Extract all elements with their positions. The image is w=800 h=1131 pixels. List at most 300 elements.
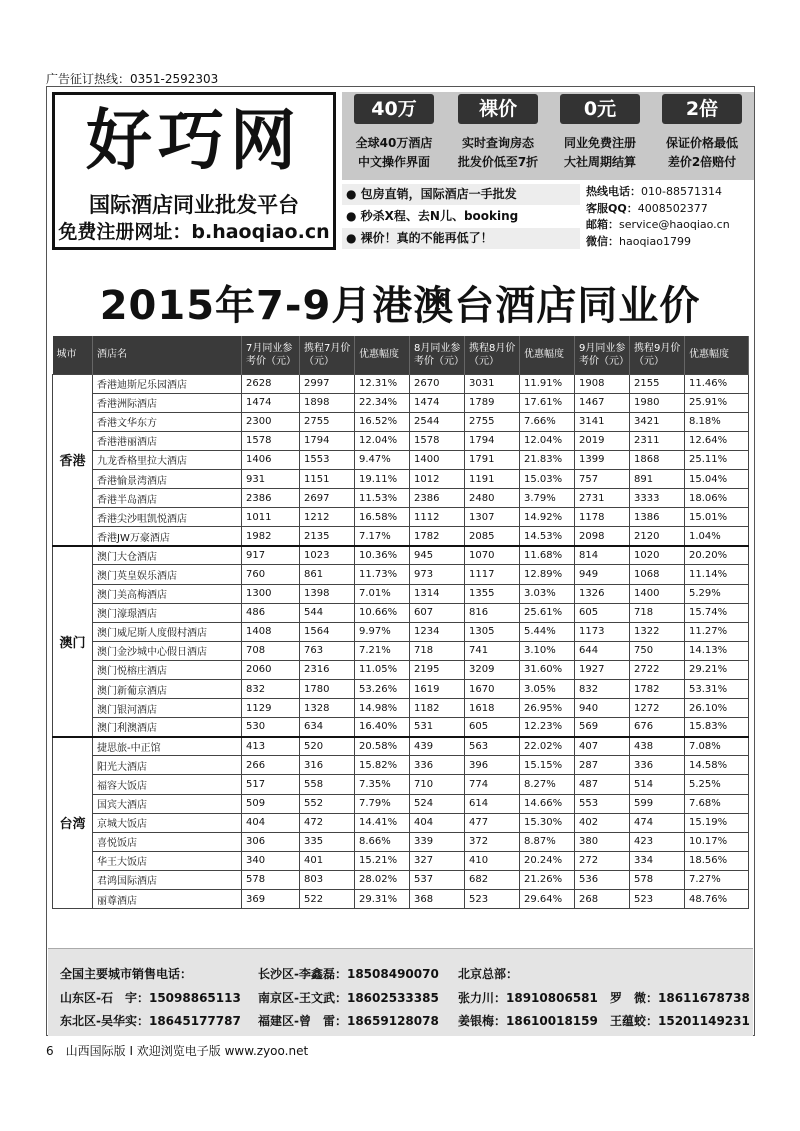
price-cell: 940 [575,699,630,718]
price-cell: 31.60% [520,660,575,679]
city-cell: 澳门 [53,546,93,737]
price-cell: 15.82% [355,756,410,775]
price-cell: 29.64% [520,890,575,909]
price-cell: 26.10% [685,699,749,718]
price-cell: 48.76% [685,890,749,909]
price-cell: 15.03% [520,469,575,488]
price-cell: 1129 [242,699,300,718]
price-cell: 20.20% [685,546,749,565]
contact-block [586,184,754,250]
table-row [53,775,749,794]
hotel-name-cell: 丽尊酒店 [93,890,242,909]
city-cell: 台湾 [53,737,93,909]
price-cell: 1789 [465,393,520,412]
table-row [53,794,749,813]
hotel-name-cell: 澳门悦榕庄酒店 [93,660,242,679]
price-cell: 15.15% [520,756,575,775]
price-cell: 380 [575,832,630,851]
price-cell: 2722 [630,660,685,679]
price-cell: 7.08% [685,737,749,756]
hotel-name-cell: 澳门新葡京酒店 [93,680,242,699]
contact-label: 客服QQ： [586,201,638,215]
price-cell: 1782 [410,527,465,546]
price-cell: 3333 [630,489,685,508]
price-cell: 2386 [410,489,465,508]
price-cell: 12.89% [520,565,575,584]
price-cell: 605 [575,603,630,622]
price-cell: 10.36% [355,546,410,565]
contact-email [586,217,754,234]
price-cell: 2060 [242,660,300,679]
price-cell: 7.21% [355,641,410,660]
footer-zhang: 张力川：18910806581 [458,991,598,1005]
contact-label: 邮箱： [586,218,619,231]
table-row [53,756,749,775]
price-cell: 1178 [575,508,630,527]
price-cell: 1794 [465,431,520,450]
price-cell: 439 [410,737,465,756]
price-cell: 7.66% [520,412,575,431]
price-cell: 7.68% [685,794,749,813]
price-cell: 53.26% [355,680,410,699]
hotel-name-cell: 香港文华东方 [93,412,242,431]
feature-strip [342,92,754,180]
logo-subtitle: 国际酒店同业批发平台 [89,193,299,217]
price-cell: 718 [630,603,685,622]
logo-box [52,92,336,250]
footer-beijing-title: 北京总部： [458,967,519,981]
footer-nanjing: 南京区-王文武：18602533385 [258,991,439,1005]
feature-line2: 批发价低至7折 [457,155,539,169]
price-cell: 524 [410,794,465,813]
price-cell: 774 [465,775,520,794]
bullet-list [342,184,580,250]
column-header: 携程9月价（元） [630,336,685,374]
table-header-row [53,336,749,374]
price-cell: 1467 [575,393,630,412]
price-cell: 15.04% [685,469,749,488]
price-cell: 530 [242,718,300,737]
price-cell: 537 [410,870,465,889]
price-cell: 1182 [410,699,465,718]
price-cell: 2098 [575,527,630,546]
hotel-name-cell: 香港JW万豪酒店 [93,527,242,546]
price-cell: 11.91% [520,374,575,393]
price-cell: 29.31% [355,890,410,909]
table-row [53,890,749,909]
price-cell: 520 [300,737,355,756]
price-cell: 605 [465,718,520,737]
hotel-name-cell: 阳光大酒店 [93,756,242,775]
price-cell: 1578 [410,431,465,450]
price-cell: 404 [410,813,465,832]
price-cell: 1070 [465,546,520,565]
price-cell: 553 [575,794,630,813]
price-cell: 22.34% [355,393,410,412]
hotel-name-cell: 君鸿国际酒店 [93,870,242,889]
price-cell: 28.02% [355,870,410,889]
price-cell: 1618 [465,699,520,718]
price-cell: 14.66% [520,794,575,813]
price-cell: 741 [465,641,520,660]
price-cell: 2670 [410,374,465,393]
price-cell: 2480 [465,489,520,508]
price-cell: 336 [410,756,465,775]
price-cell: 372 [465,832,520,851]
feature-badge: 0元 [560,94,640,124]
price-cell: 1328 [300,699,355,718]
price-cell: 472 [300,813,355,832]
table-row [53,851,749,870]
price-cell: 12.31% [355,374,410,393]
price-cell: 486 [242,603,300,622]
hotel-name-cell: 福容大饭店 [93,775,242,794]
price-cell: 17.61% [520,393,575,412]
table-row [53,660,749,679]
price-cell: 2316 [300,660,355,679]
price-cell: 11.14% [685,565,749,584]
table-row [53,680,749,699]
table-row [53,546,749,565]
price-cell: 1117 [465,565,520,584]
price-cell: 1982 [242,527,300,546]
price-cell: 1023 [300,546,355,565]
price-cell: 3.79% [520,489,575,508]
price-cell: 1553 [300,450,355,469]
table-row [53,565,749,584]
price-cell: 1398 [300,584,355,603]
price-cell: 2085 [465,527,520,546]
contact-label: 微信： [586,234,619,248]
column-header: 优惠幅度 [685,336,749,374]
price-cell: 569 [575,718,630,737]
feature-3 [550,92,650,180]
hotel-name-cell: 澳门利澳酒店 [93,718,242,737]
price-cell: 552 [300,794,355,813]
price-cell: 931 [242,469,300,488]
price-cell: 917 [242,546,300,565]
column-header: 酒店名 [93,336,242,374]
table-row [53,469,749,488]
price-cell: 1212 [300,508,355,527]
table-row [53,699,749,718]
price-cell: 369 [242,890,300,909]
price-cell: 1305 [465,622,520,641]
price-cell: 402 [575,813,630,832]
price-cell: 22.02% [520,737,575,756]
price-cell: 1406 [242,450,300,469]
price-cell: 8.66% [355,832,410,851]
price-cell: 3421 [630,412,685,431]
contact-label: 热线电话： [586,185,641,198]
table-row [53,450,749,469]
price-cell: 1400 [630,584,685,603]
table-row [53,603,749,622]
price-cell: 945 [410,546,465,565]
price-cell: 3.10% [520,641,575,660]
hotel-name-cell: 澳门大仓酒店 [93,546,242,565]
feature-badge: 40万 [354,94,434,124]
price-cell: 750 [630,641,685,660]
price-cell: 8.27% [520,775,575,794]
hotel-name-cell: 澳门美高梅酒店 [93,584,242,603]
price-cell: 1012 [410,469,465,488]
page-title: 2015年7-9月港澳台酒店同业价 [99,283,701,329]
price-cell: 816 [465,603,520,622]
hotel-price-table [52,336,749,909]
price-cell: 5.29% [685,584,749,603]
price-cell: 973 [410,565,465,584]
hotel-name-cell: 澳门英皇娱乐酒店 [93,565,242,584]
contact-value[interactable]: service@haoqiao.cn [619,218,730,231]
price-cell: 1.04% [685,527,749,546]
price-cell: 474 [630,813,685,832]
feature-line2: 大社周期结算 [563,155,636,169]
feature-1 [344,92,444,180]
bullet-item: ● 裸价！真的不能再低了！ [342,228,580,250]
hotel-name-cell: 香港半岛酒店 [93,489,242,508]
price-cell: 1578 [242,431,300,450]
price-cell: 12.23% [520,718,575,737]
bullet-item: ● 秒杀X程、去N儿、booking [342,206,580,228]
price-cell: 12.04% [355,431,410,450]
price-cell: 1474 [242,393,300,412]
price-cell: 19.11% [355,469,410,488]
price-cell: 410 [465,851,520,870]
price-cell: 509 [242,794,300,813]
price-cell: 832 [242,680,300,699]
price-cell: 401 [300,851,355,870]
footer-jiang: 姜银梅：18610018159 [458,1014,598,1028]
price-cell: 3.05% [520,680,575,699]
price-cell: 1791 [465,450,520,469]
price-cell: 5.44% [520,622,575,641]
price-cell: 14.13% [685,641,749,660]
price-cell: 1927 [575,660,630,679]
price-cell: 614 [465,794,520,813]
price-cell: 634 [300,718,355,737]
price-cell: 1980 [630,393,685,412]
price-cell: 487 [575,775,630,794]
price-cell: 5.25% [685,775,749,794]
price-cell: 558 [300,775,355,794]
price-cell: 1300 [242,584,300,603]
price-cell: 1399 [575,450,630,469]
feature-line1: 实时查询房态 [461,136,534,150]
footer-shandong: 山东区-石 宇：15098865113 [60,991,241,1005]
hotel-name-cell: 澳门濠璟酒店 [93,603,242,622]
price-cell: 1780 [300,680,355,699]
price-cell: 2135 [300,527,355,546]
price-cell: 14.58% [685,756,749,775]
price-cell: 368 [410,890,465,909]
price-cell: 676 [630,718,685,737]
price-cell: 814 [575,546,630,565]
price-cell: 15.19% [685,813,749,832]
price-cell: 11.46% [685,374,749,393]
price-cell: 1782 [630,680,685,699]
price-cell: 2544 [410,412,465,431]
feature-line1: 全球40万酒店 [355,136,433,150]
price-cell: 2155 [630,374,685,393]
price-cell: 25.91% [685,393,749,412]
price-cell: 20.24% [520,851,575,870]
price-cell: 1474 [410,393,465,412]
price-cell: 18.06% [685,489,749,508]
price-cell: 21.83% [520,450,575,469]
table-row [53,718,749,737]
price-cell: 710 [410,775,465,794]
price-cell: 11.27% [685,622,749,641]
price-cell: 266 [242,756,300,775]
price-cell: 1355 [465,584,520,603]
price-cell: 15.21% [355,851,410,870]
price-cell: 3209 [465,660,520,679]
price-cell: 11.68% [520,546,575,565]
footer-dongbei: 东北区-吴华实：18645177787 [60,1014,241,1028]
price-cell: 18.56% [685,851,749,870]
price-cell: 477 [465,813,520,832]
contact-qq [586,201,754,218]
price-cell: 599 [630,794,685,813]
price-cell: 1619 [410,680,465,699]
price-cell: 16.58% [355,508,410,527]
price-cell: 2019 [575,431,630,450]
price-cell: 1234 [410,622,465,641]
price-cell: 7.79% [355,794,410,813]
price-cell: 11.73% [355,565,410,584]
table-row [53,870,749,889]
footer-luo: 罗 微：18611678738 [610,991,750,1005]
price-cell: 15.74% [685,603,749,622]
price-cell: 327 [410,851,465,870]
table-row [53,508,749,527]
price-cell: 2311 [630,431,685,450]
price-cell: 16.40% [355,718,410,737]
table-row [53,393,749,412]
price-cell: 16.52% [355,412,410,431]
price-cell: 438 [630,737,685,756]
price-cell: 1868 [630,450,685,469]
footer-sales-contacts [48,948,753,1036]
price-cell: 1386 [630,508,685,527]
price-cell: 2755 [465,412,520,431]
price-cell: 14.41% [355,813,410,832]
price-cell: 272 [575,851,630,870]
price-cell: 14.53% [520,527,575,546]
price-cell: 2300 [242,412,300,431]
price-cell: 12.64% [685,431,749,450]
table-row [53,737,749,756]
price-cell: 2628 [242,374,300,393]
price-cell: 607 [410,603,465,622]
price-cell: 2120 [630,527,685,546]
price-cell: 7.27% [685,870,749,889]
hotel-name-cell: 香港迪斯尼乐园酒店 [93,374,242,393]
price-cell: 15.01% [685,508,749,527]
hotel-name-cell: 喜悦饭店 [93,832,242,851]
price-cell: 763 [300,641,355,660]
bullet-item: ● 包房直销，国际酒店一手批发 [342,184,580,206]
price-cell: 423 [630,832,685,851]
footer-title: 全国主要城市销售电话： [60,967,193,981]
hotel-name-cell: 国宾大酒店 [93,794,242,813]
feature-line1: 同业免费注册 [563,136,636,150]
price-cell: 1898 [300,393,355,412]
contact-value: haoqiao1799 [619,234,691,248]
price-cell: 523 [465,890,520,909]
price-cell: 1020 [630,546,685,565]
contact-value: 4008502377 [637,201,708,215]
feature-line1: 保证价格最低 [665,136,738,150]
price-cell: 1151 [300,469,355,488]
price-cell: 1011 [242,508,300,527]
feature-line2: 差价2倍赔付 [667,155,737,169]
price-cell: 578 [630,870,685,889]
table-row [53,622,749,641]
logo-url[interactable]: 免费注册网址：b.haoqiao.cn [58,221,330,243]
price-cell: 517 [242,775,300,794]
price-cell: 1173 [575,622,630,641]
price-cell: 1322 [630,622,685,641]
price-cell: 949 [575,565,630,584]
ad-hotline: 广告征订热线：0351-2592303 [46,72,219,86]
column-header: 8月同业参考价（元） [410,336,465,374]
price-cell: 644 [575,641,630,660]
hotel-name-cell: 香港洲际酒店 [93,393,242,412]
price-cell: 718 [410,641,465,660]
price-cell: 1272 [630,699,685,718]
price-cell: 339 [410,832,465,851]
price-cell: 7.17% [355,527,410,546]
price-cell: 10.66% [355,603,410,622]
feature-badge: 裸价 [458,94,538,124]
hotel-name-cell: 捷思旅-中正馆 [93,737,242,756]
price-cell: 1307 [465,508,520,527]
price-cell: 25.61% [520,603,575,622]
price-cell: 2697 [300,489,355,508]
column-header: 优惠幅度 [355,336,410,374]
price-cell: 531 [410,718,465,737]
column-header: 城市 [53,336,93,374]
price-cell: 15.83% [685,718,749,737]
price-cell: 1400 [410,450,465,469]
price-cell: 682 [465,870,520,889]
price-cell: 334 [630,851,685,870]
table-row [53,641,749,660]
price-cell: 1068 [630,565,685,584]
price-cell: 891 [630,469,685,488]
price-cell: 29.21% [685,660,749,679]
price-cell: 15.30% [520,813,575,832]
price-cell: 8.87% [520,832,575,851]
table-row [53,584,749,603]
page-footer-line: 6 山西国际版 I 欢迎浏览电子版 www.zyoo.net [46,1044,309,1058]
column-header: 9月同业参考价（元） [575,336,630,374]
price-cell: 832 [575,680,630,699]
price-cell: 20.58% [355,737,410,756]
price-cell: 340 [242,851,300,870]
price-cell: 536 [575,870,630,889]
price-cell: 306 [242,832,300,851]
logo-title: 好巧网 [86,102,302,179]
price-cell: 522 [300,890,355,909]
price-cell: 1191 [465,469,520,488]
hotel-name-cell: 香港港丽酒店 [93,431,242,450]
feature-badge: 2倍 [662,94,742,124]
contact-value: 010-88571314 [641,185,722,198]
price-cell: 708 [242,641,300,660]
